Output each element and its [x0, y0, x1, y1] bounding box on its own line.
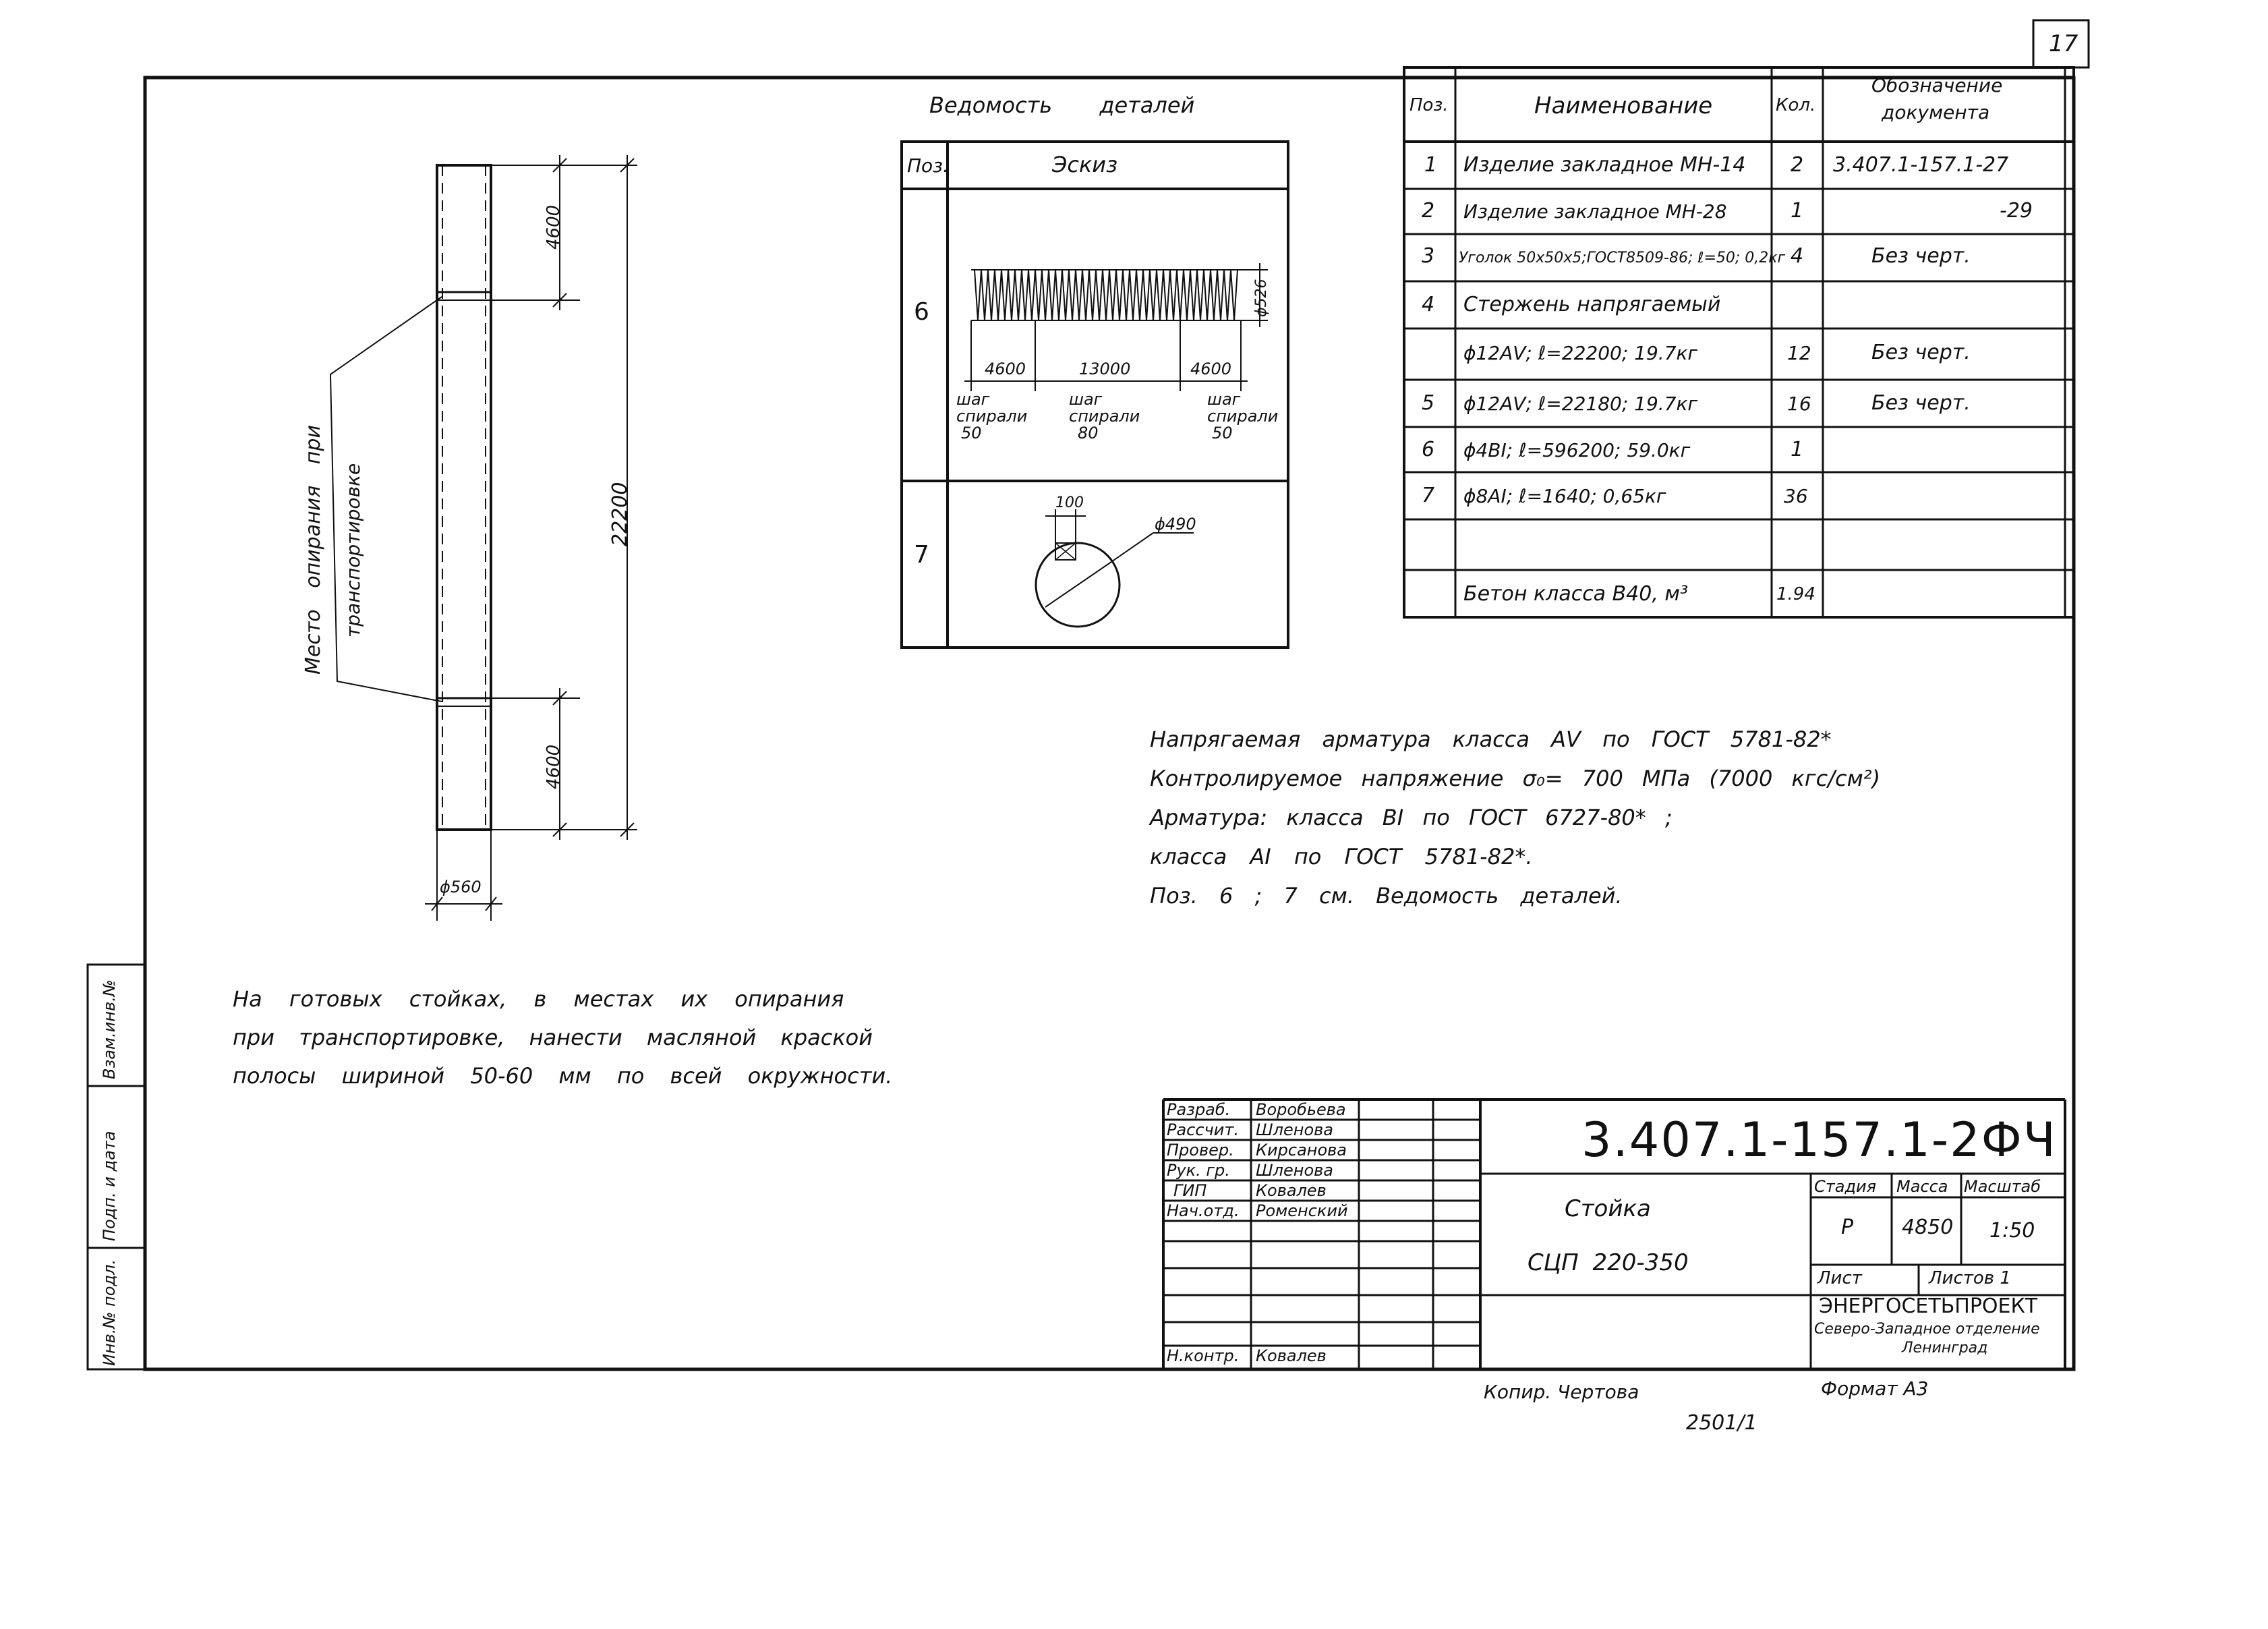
tb-name-5: Ковалев — [1256, 1181, 1327, 1200]
pos6-dim-3: 4600 — [1190, 360, 1232, 378]
tb-name-3: Кирсанова — [1256, 1141, 1347, 1160]
spec-row-5-name: ϕ12АⅤ; ℓ=22180; 19.7кг — [1463, 393, 1698, 415]
spec-row-1-pos: 1 — [1424, 153, 1438, 177]
pos6-dim-1: 4600 — [985, 360, 1026, 378]
spec-row-4-pos: 4 — [1422, 293, 1435, 316]
document-code: 3.407.1-157.1-2ФЧ — [1581, 1112, 2057, 1168]
tb-nkontr-name: Ковалев — [1256, 1346, 1327, 1365]
tb-nkontr-role: Н.контр. — [1167, 1346, 1240, 1365]
note-3: Арматура: класса ВⅠ по ГОСТ 6727-80* ; — [1150, 805, 1673, 830]
spec-row-7-qty: 36 — [1784, 485, 1808, 507]
spec-header-pos: Поз. — [1409, 95, 1449, 115]
tb-role-5: ГИП — [1173, 1181, 1207, 1200]
pos6-pitch-2-line2: спирали — [1069, 407, 1140, 426]
stage-label: Стадия — [1814, 1177, 1877, 1196]
column-dim-top: 4600 — [544, 204, 564, 250]
spec-row-6-qty: 1 — [1791, 438, 1804, 461]
pos6-pitch-3-line3: 50 — [1212, 424, 1233, 442]
spec-row-6-pos: 6 — [1422, 438, 1435, 461]
spec-row-1-doc: 3.407.1-157.1-27 — [1833, 153, 2009, 177]
pos6-pitch-1-line2: спирали — [956, 407, 1028, 426]
item-name-line1: Стойка — [1565, 1195, 1651, 1222]
copied-by: Копир. Чертова — [1484, 1381, 1639, 1403]
item-name-line2: СЦП 220-350 — [1528, 1249, 1689, 1276]
spec-row-5-doc: Без черт. — [1871, 391, 1971, 415]
pos7-diameter-dim: ϕ490 — [1155, 515, 1196, 534]
sheet-number: 17 — [2049, 30, 2078, 57]
note-1: Напрягаемая арматура класса АⅤ по ГОСТ 5781-82* — [1150, 726, 1832, 752]
pos6-pitch-3-line1: шаг — [1207, 390, 1241, 409]
strip-replace-inv: Взам.инв.№ — [100, 979, 119, 1079]
spec-row-3-name: Уголок 50х50х5;ГОСТ8509-86; ℓ=50; 0,2кг — [1459, 250, 1786, 266]
spec-row-3-pos: 3 — [1422, 244, 1435, 268]
details-row-7-pos: 7 — [914, 541, 929, 569]
instruction-1: На готовых стойках, в местах их опирания — [233, 986, 844, 1012]
spec-header-designation-1: Обозначение — [1871, 74, 2003, 96]
stage-value: Р — [1841, 1216, 1854, 1239]
spec-row-5-qty: 16 — [1787, 393, 1811, 415]
instruction-2: при транспортировке, нанести масляной краской — [233, 1025, 873, 1050]
spec-row-concrete-qty: 1.94 — [1776, 584, 1815, 604]
tb-name-6: Роменский — [1256, 1201, 1348, 1220]
spec-row-2-pos: 2 — [1422, 199, 1435, 223]
tb-role-4: Рук. гр. — [1167, 1161, 1230, 1180]
pos6-pitch-3-line2: спирали — [1207, 407, 1279, 426]
spec-header-name: Наименование — [1534, 92, 1713, 119]
spec-header-designation-2: документа — [1882, 101, 1990, 123]
column-dim-diameter: ϕ560 — [440, 878, 482, 896]
column-dim-total: 22200 — [608, 482, 632, 546]
note-2: Контролируемое напряжение σ₀= 700 МПа (7000 кгс/см²) — [1150, 766, 1881, 791]
tb-role-6: Нач.отд. — [1167, 1201, 1240, 1220]
org-name: ЭНЕРГОСЕТЬПРОЕКТ — [1819, 1294, 2038, 1318]
pos6-pitch-1-line1: шаг — [956, 390, 990, 409]
pos6-pitch-2-line1: шаг — [1069, 390, 1103, 409]
spec-row-5-pos: 5 — [1422, 391, 1435, 415]
mass-label: Масса — [1896, 1177, 1948, 1196]
pos7-dim-top: 100 — [1055, 494, 1084, 511]
details-header-sketch: Эскиз — [1052, 152, 1118, 177]
spec-row-4b-doc: Без черт. — [1871, 341, 1971, 364]
column-dim-bottom: 4600 — [544, 744, 564, 789]
tb-role-1: Разраб. — [1167, 1100, 1231, 1119]
spec-row-2-name: Изделие закладное МН-28 — [1463, 200, 1727, 223]
spec-row-concrete-name: Бетон класса В40, м³ — [1463, 582, 1689, 606]
mass-value: 4850 — [1902, 1216, 1954, 1239]
tb-name-1: Воробьева — [1256, 1100, 1346, 1119]
pos6-dim-2: 13000 — [1079, 360, 1131, 378]
details-header-pos: Поз. — [907, 154, 949, 177]
job-number: 2501/1 — [1686, 1411, 1757, 1435]
pos6-diameter-dim: ϕ526 — [1253, 279, 1270, 317]
spec-row-3-doc: Без черт. — [1871, 244, 1971, 268]
strip-signature-date: Подп. и дата — [100, 1131, 119, 1241]
pos6-pitch-2-line3: 80 — [1078, 424, 1099, 442]
spec-row-7-name: ϕ8AⅠ; ℓ=1640; 0,65кг — [1463, 485, 1666, 507]
spec-row-4-name: Стержень напрягаемый — [1463, 293, 1721, 316]
spec-row-2-qty: 1 — [1791, 199, 1804, 223]
instruction-3: полосы шириной 50-60 мм по всей окружности. — [233, 1063, 893, 1089]
spec-row-4b-name: ϕ12АⅤ; ℓ=22200; 19.7кг — [1463, 342, 1698, 364]
tb-role-2: Рассчит. — [1167, 1120, 1239, 1139]
note-5: Поз. 6 ; 7 см. Ведомость деталей. — [1150, 883, 1623, 909]
spec-row-6-name: ϕ4BⅠ; ℓ=596200; 59.0кг — [1463, 439, 1691, 461]
scale-label: Масштаб — [1964, 1177, 2041, 1196]
sheets-label: Листов 1 — [1929, 1268, 2011, 1288]
spec-row-1-name: Изделие закладное МН-14 — [1463, 153, 1746, 177]
spec-row-2-doc: -29 — [2000, 199, 2033, 223]
support-label-line1: Место опирания при — [301, 425, 325, 675]
details-row-6-pos: 6 — [914, 298, 929, 326]
details-statement-title: Ведомость деталей — [929, 92, 1195, 118]
sheet-label: Лист — [1818, 1268, 1862, 1288]
format: Формат А3 — [1821, 1377, 1929, 1400]
pos6-pitch-1-line3: 50 — [961, 424, 982, 442]
spec-row-3-qty: 4 — [1791, 244, 1804, 268]
spec-row-1-qty: 2 — [1791, 153, 1804, 177]
spec-row-4b-qty: 12 — [1787, 342, 1811, 364]
org-sub2: Ленинград — [1902, 1340, 1988, 1356]
strip-original-inv: Инв.№ подл. — [100, 1259, 119, 1366]
scale-value: 1:50 — [1989, 1219, 2035, 1242]
tb-name-2: Шленова — [1256, 1120, 1333, 1139]
tb-role-3: Провер. — [1167, 1141, 1234, 1160]
spec-row-7-pos: 7 — [1422, 484, 1435, 507]
note-4: класса АⅠ по ГОСТ 5781-82*. — [1150, 844, 1533, 869]
org-sub1: Северо-Западное отделение — [1814, 1321, 2040, 1338]
spec-header-qty: Кол. — [1776, 95, 1816, 115]
support-label-line2: транспортировке — [342, 463, 364, 637]
tb-name-4: Шленова — [1256, 1161, 1333, 1180]
